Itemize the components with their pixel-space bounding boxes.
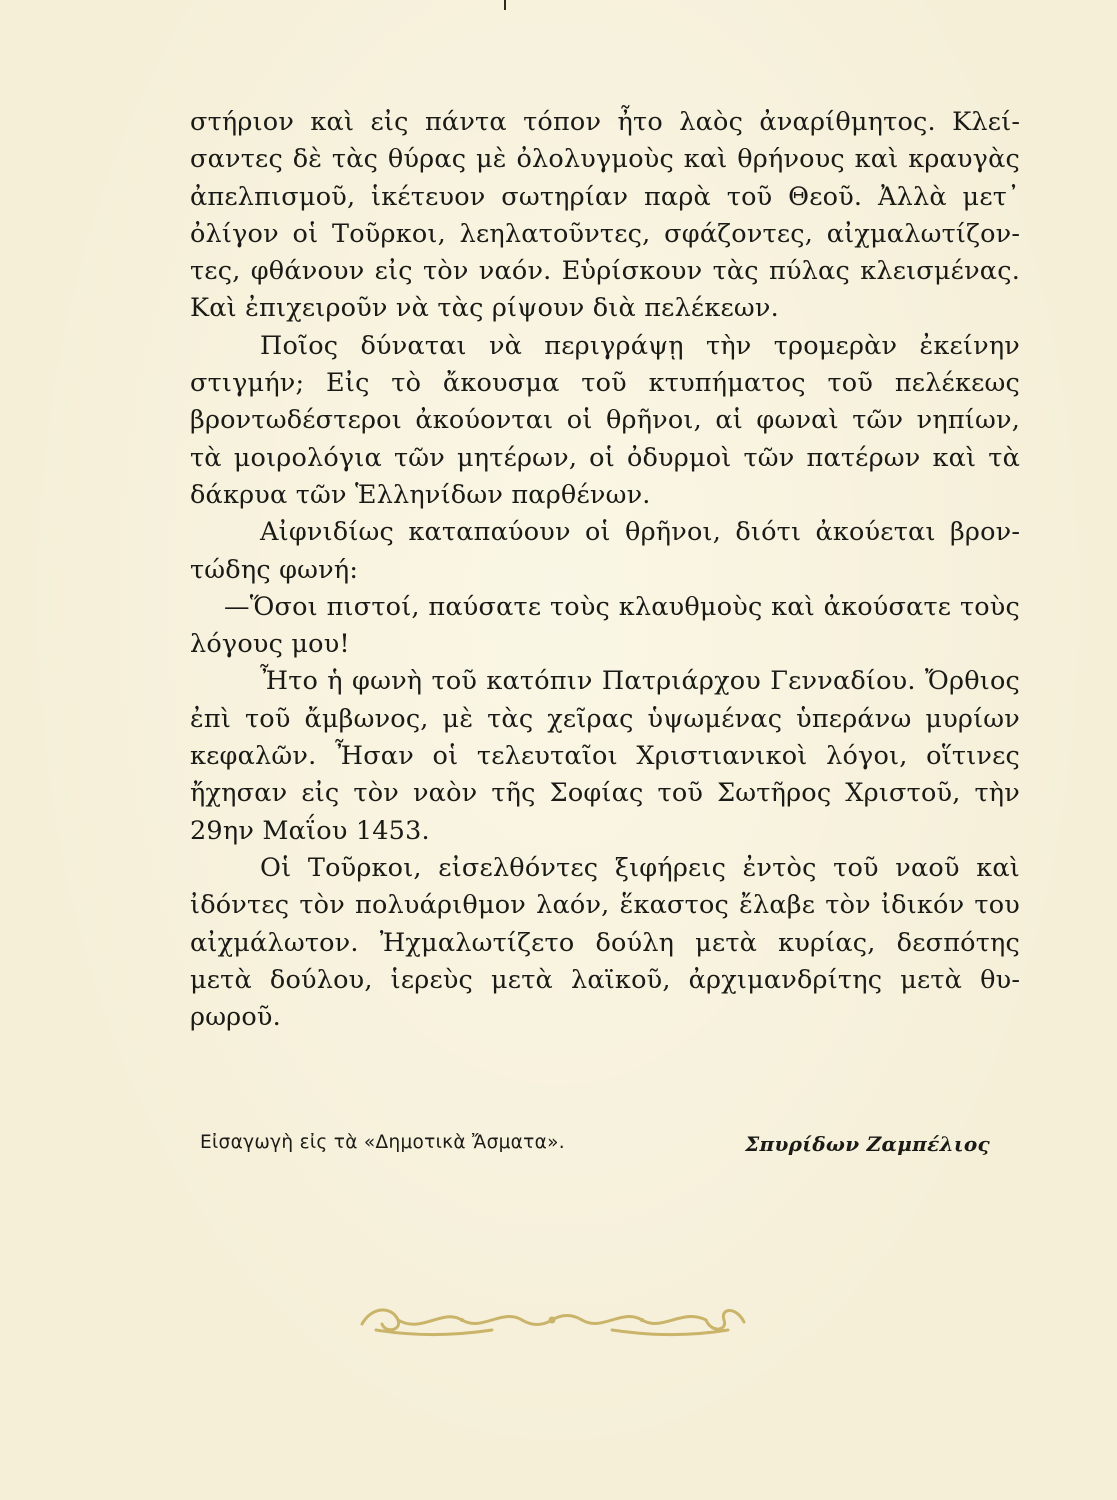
ink-speck (504, 0, 506, 10)
paragraph-1: στήριον καὶ εἰς πάντα τόπον ἦτο λαὸς ἀναρίθμητος. Κλείσαντες δὲ τὰς θύρας μὲ ὀλολυγμοὺς καὶ θρήνους καὶ κραυγὰς ἀπελπισμοῦ, ἱκέτευον σωτηρίαν παρὰ τοῦ Θεοῦ. Ἀλλὰ μετ᾽ ὀλίγον οἱ Τοῦρκοι, λεηλατοῦντες, σφάζοντες, αἰχμαλωτίζοντες, φθάνουν εἰς τὸν ναόν. Εὑρίσκουν τὰς πύλας κλεισμένας. Καὶ ἐπιχειροῦν νὰ τὰς ρίψουν διὰ πελέκεων. (190, 107, 1020, 324)
attribution-author: Σπυρίδων Ζαμπέλιος (745, 1132, 990, 1156)
paragraph-4-dialogue: —Ὅσοι πιστοί, παύσατε τοὺς κλαυθμοὺς καὶ ἀκούσατε τοὺς λόγους μου! (190, 591, 1020, 660)
attribution (200, 1132, 990, 1162)
paragraph-5: Ἦτο ἡ φωνὴ τοῦ κατόπιν Πατριάρχου Γενναδίου. Ὄρθιος ἐπὶ τοῦ ἄμβωνος, μὲ τὰς χεῖρας ὑψωμένας ὑπεράνω μυρίων κεφαλῶν. Ἦσαν οἱ τελευταῖοι Χριστιανικοὶ λόγοι, οἵτινες ἤχησαν εἰς τὸν ναὸν τῆς Σοφίας τοῦ Σωτῆρος Χριστοῦ, τὴν 29ην Μαΐου 1453. (190, 666, 1020, 846)
decorative-scroll-ornament-icon (352, 1300, 752, 1340)
attribution-source: Εἰσαγωγὴ εἰς τὰ «Δημοτικὰ Ἄσματα». (200, 1132, 565, 1153)
body-text (190, 104, 1020, 1036)
paragraph-2: Ποῖος δύναται νὰ περιγράψῃ τὴν τρομερὰν ἐκείνην στιγμήν; Εἰς τὸ ἄκουσμα τοῦ κτυπήματος τοῦ πελέκεως βροντωδέστεροι ἀκούονται οἱ θρῆνοι, αἱ φωναὶ τῶν νηπίων, τὰ μοιρολόγια τῶν μητέρων, οἱ ὀδυρμοὶ τῶν πατέρων καὶ τὰ δάκρυα τῶν Ἑλληνίδων παρθένων. (190, 330, 1020, 510)
paragraph-6: Οἱ Τοῦρκοι, εἰσελθόντες ξιφήρεις ἐντὸς τοῦ ναοῦ καὶ ἰδόντες τὸν πολυάριθμον λαόν, ἕκαστος ἔλαβε τὸν ἰδικόν του αἰχμάλωτον. Ἠχμαλωτίζετο δούλη μετὰ κυρίας, δεσπότης μετὰ δούλου, ἱερεὺς μετὰ λαϊκοῦ, ἀρχιμανδρίτης μετὰ θυρωροῦ. (190, 852, 1020, 1033)
paragraph-3: Αἰφνιδίως καταπαύουν οἱ θρῆνοι, διότι ἀκούεται βροντώδης φωνή: (190, 517, 1020, 585)
